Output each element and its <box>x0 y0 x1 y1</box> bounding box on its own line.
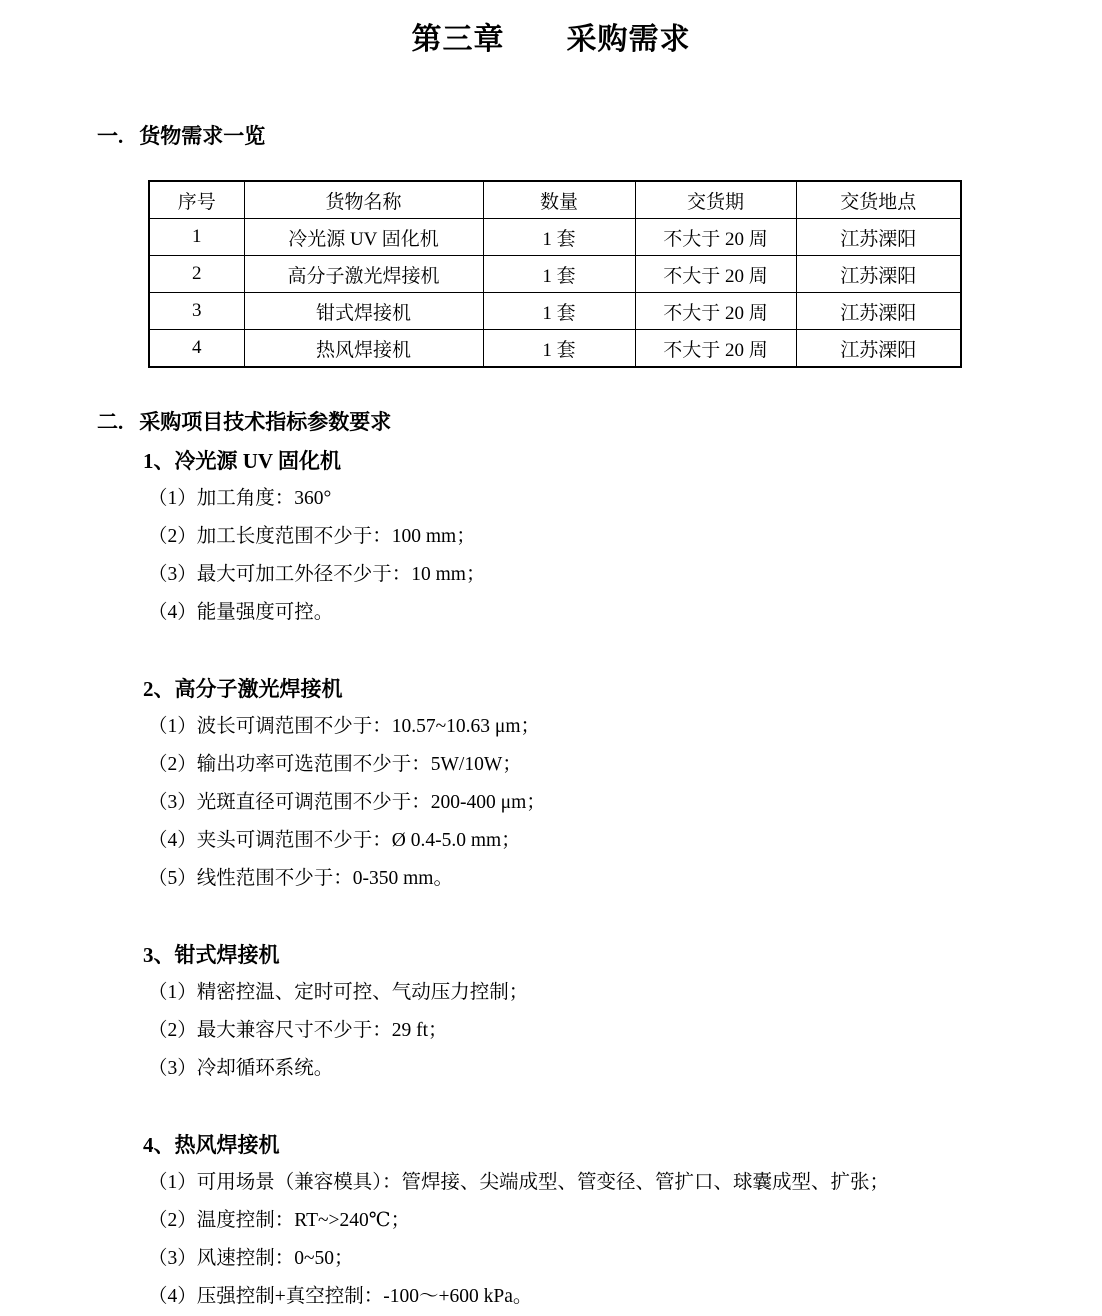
section-1-title: 货物需求一览 <box>139 124 266 148</box>
table-cell: 1 套 <box>483 256 635 293</box>
spec-item: （3）最大可加工外径不少于：10 mm； <box>148 564 486 585</box>
spec-item: （2）最大兼容尺寸不少于：29 ft； <box>148 1020 448 1041</box>
table-cell: 钳式焊接机 <box>244 293 483 330</box>
section-2-title: 采购项目技术指标参数要求 <box>139 410 392 434</box>
table-cell: 1 <box>149 219 244 256</box>
spec-group-1-title: 1、冷光源 UV 固化机 <box>143 449 341 473</box>
table-cell: 江苏溧阳 <box>796 256 961 293</box>
spec-item: （3）风速控制：0~50； <box>148 1248 354 1269</box>
spec-group-4-title: 4、热风焊接机 <box>143 1133 280 1157</box>
table-cell: 冷光源 UV 固化机 <box>244 219 483 256</box>
header-cell-no: 序号 <box>149 181 244 219</box>
table-row <box>149 219 961 256</box>
table-cell: 2 <box>149 256 244 293</box>
page-title: 第三章 采购需求 <box>411 23 691 56</box>
header-cell-qty: 数量 <box>483 181 635 219</box>
spec-item: （2）加工长度范围不少于：100 mm； <box>148 526 476 547</box>
table-cell: 1 套 <box>483 219 635 256</box>
table-cell: 3 <box>149 293 244 330</box>
table-row <box>149 256 961 293</box>
header-cell-period: 交货期 <box>635 181 796 219</box>
table-cell: 江苏溧阳 <box>796 219 961 256</box>
goods-requirements-table <box>148 180 962 368</box>
table-cell: 不大于 20 周 <box>635 256 796 293</box>
spec-item: （3）冷却循环系统。 <box>148 1058 334 1079</box>
table-header-row <box>149 181 961 219</box>
table-cell: 不大于 20 周 <box>635 330 796 368</box>
table-cell: 江苏溧阳 <box>796 330 961 368</box>
spec-item: （4）压强控制+真空控制：-100～+600 kPa。 <box>148 1286 533 1307</box>
spec-item: （1）可用场景（兼容模具）：管焊接、尖端成型、管变径、管扩口、球囊成型、扩张； <box>148 1172 890 1193</box>
table-row <box>149 293 961 330</box>
spec-item: （1）精密控温、定时可控、气动压力控制； <box>148 982 529 1003</box>
spec-item: （1）加工角度：360° <box>148 488 332 509</box>
table-cell: 江苏溧阳 <box>796 293 961 330</box>
section-2-number: 二. <box>97 410 124 434</box>
section-2-heading <box>97 406 1102 436</box>
table-cell: 4 <box>149 330 244 368</box>
table-cell: 高分子激光焊接机 <box>244 256 483 293</box>
table-cell: 不大于 20 周 <box>635 293 796 330</box>
spec-item: （2）温度控制：RT~>240℃； <box>148 1210 411 1231</box>
header-cell-place: 交货地点 <box>796 181 961 219</box>
spec-item: （4）夹头可调范围不少于：Ø 0.4-5.0 mm； <box>148 830 521 851</box>
table-row <box>149 330 961 368</box>
spec-item: （3）光斑直径可调范围不少于：200-400 μm； <box>148 792 546 813</box>
section-1-number: 一. <box>97 124 124 148</box>
header-cell-name: 货物名称 <box>244 181 483 219</box>
spec-item: （4）能量强度可控。 <box>148 602 334 623</box>
table-cell: 热风焊接机 <box>244 330 483 368</box>
spec-group-3-title: 3、钳式焊接机 <box>143 943 280 967</box>
spec-item: （2）输出功率可选范围不少于：5W/10W； <box>148 754 522 775</box>
table-cell: 1 套 <box>483 293 635 330</box>
spec-group-2-title: 2、高分子激光焊接机 <box>143 677 343 701</box>
section-1-heading <box>97 120 1102 150</box>
spec-item: （1）波长可调范围不少于：10.57~10.63 μm； <box>148 716 541 737</box>
table-cell: 不大于 20 周 <box>635 219 796 256</box>
spec-item: （5）线性范围不少于：0-350 mm。 <box>148 868 453 889</box>
table-cell: 1 套 <box>483 330 635 368</box>
